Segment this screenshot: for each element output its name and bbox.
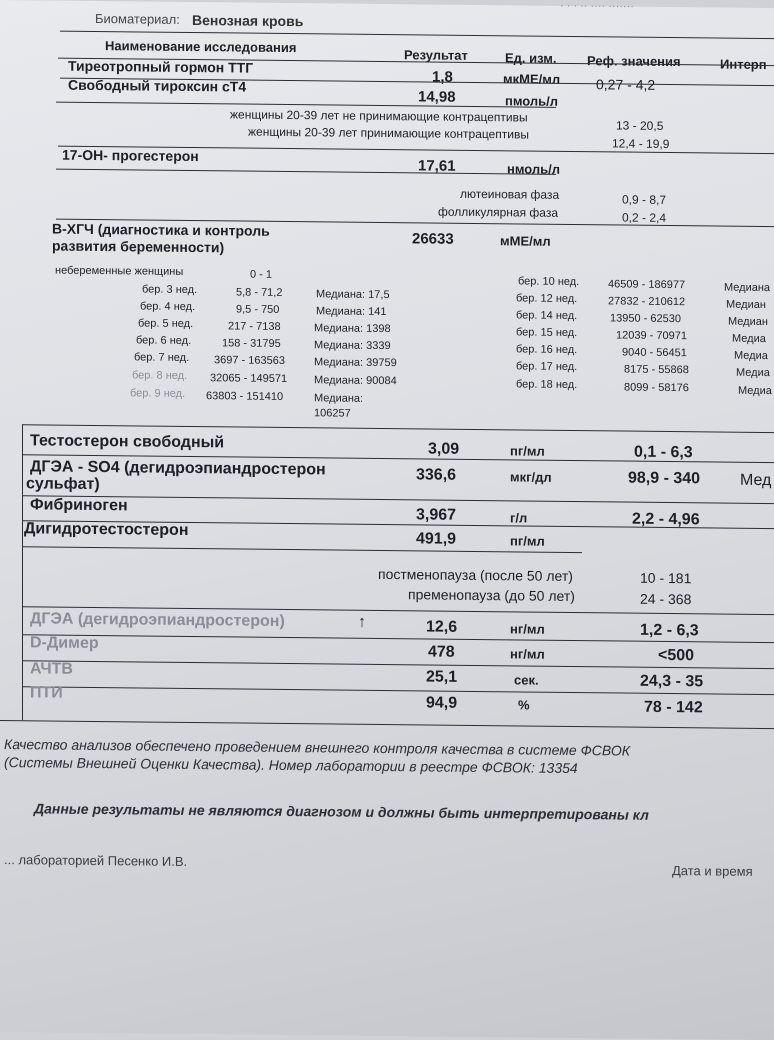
testo-result: 3,09 [428, 440, 460, 458]
tsh-unit: мкМЕ/мл [503, 71, 561, 87]
hcg-range: 3697 - 163563 [214, 354, 285, 367]
ohp-sub-label: фолликулярная фаза [438, 204, 559, 220]
dheas-unit: мкг/дл [510, 469, 552, 485]
hcg-median: Медиана: 141 [316, 305, 387, 319]
fib-ref: 2,2 - 4,96 [632, 510, 700, 529]
hcg-week: бер. 16 нед. [516, 343, 578, 357]
hcg-median: Медиан [728, 315, 768, 329]
hcg-name-cont: развития беременности) [52, 237, 225, 256]
quality-note-cont: (Системы Внешней Оценки Качества). Номер лаборатории в реестре ФСВОК: 13354 [4, 754, 578, 777]
fib-result: 3,967 [416, 506, 457, 524]
hcg-range: 63803 - 151410 [206, 390, 284, 403]
dht-name: Дигидротестостерон [24, 520, 189, 539]
row-rule [22, 546, 582, 553]
quality-note: Качество анализов обеспечено проведением внешнего контроля качества в системе ФСВОК [4, 736, 630, 759]
header-ref: Реф. значения [587, 53, 681, 70]
section-rule [22, 424, 774, 433]
ddimer-unit: нг/мл [510, 646, 545, 662]
header-unit: Ед. изм. [505, 50, 557, 66]
hcg-week: бер. 8 нед. [132, 369, 188, 382]
hcg-median-value: 106257 [314, 407, 351, 420]
hcg-week: бер. 3 нед. [142, 283, 198, 297]
dhea-result: 12,6 [426, 618, 458, 636]
hcg-median: Медиа [732, 332, 766, 346]
hcg-median: Медиана: 90084 [314, 374, 397, 388]
date-time-label: Дата и время [672, 863, 753, 879]
hcg-range: 9040 - 56451 [622, 346, 687, 360]
hcg-median: Медиан [726, 298, 766, 312]
hcg-range: 12039 - 70971 [616, 329, 687, 343]
dheas-name: ДГЭА - SO4 (дегидроэпиандростерон [30, 458, 326, 479]
hcg-median: Медиана [724, 281, 771, 295]
hcg-median: Медиа [736, 366, 770, 380]
hcg-median: Медиа [738, 384, 772, 398]
header-result: Результат [404, 47, 468, 63]
hcg-range: 9,5 - 750 [236, 303, 280, 316]
hcg-week: бер. 18 нед. [516, 378, 578, 392]
row-rule [22, 495, 774, 504]
header-interp: Интерп [720, 56, 767, 73]
cropped-top-text: · · · ·· ···· ······· [560, 0, 634, 13]
dht-unit: пг/мл [510, 533, 545, 549]
ft4-sub-ref: 13 - 20,5 [616, 118, 664, 133]
dht-result: 491,9 [416, 530, 457, 548]
testo-name: Тестостерон свободный [30, 432, 225, 452]
row-rule [56, 102, 556, 108]
aptt-result: 25,1 [426, 668, 458, 686]
dhea-unit: нг/мл [510, 621, 545, 637]
ddimer-result: 478 [428, 643, 455, 661]
dht-sub-ref: 24 - 368 [640, 590, 692, 608]
hcg-week: бер. 15 нед. [516, 326, 578, 340]
hcg-week: бер. 14 нед. [516, 309, 578, 323]
ft4-result: 14,98 [418, 88, 456, 106]
ohp-sub-ref: 0,2 - 2,4 [622, 210, 667, 225]
ddimer-ref: <500 [658, 646, 695, 665]
hcg-range: 217 - 7138 [228, 320, 281, 333]
dheas-ref: 98,9 - 340 [628, 469, 701, 488]
table-bottom-rule [0, 720, 774, 729]
signed-by: ... лабораторией Песенко И.В. [4, 852, 188, 869]
hcg-range: 5,8 - 71,2 [236, 286, 283, 299]
aptt-ref: 24,3 - 35 [640, 672, 704, 691]
hcg-median: Медиана: 39759 [314, 356, 397, 370]
dhea-ref: 1,2 - 6,3 [640, 621, 699, 640]
hcg-range: 32065 - 149571 [210, 372, 288, 386]
header-name: Наименование исследования [105, 38, 297, 56]
pti-ref: 78 - 142 [644, 698, 703, 717]
dheas-name-cont: сульфат) [26, 475, 100, 494]
hcg-week: бер. 9 нед. [130, 387, 186, 400]
hcg-median: Медиана: [314, 392, 364, 405]
fib-unit: г/л [510, 510, 528, 526]
ohp-result: 17,61 [418, 157, 456, 175]
row-rule [56, 169, 556, 175]
pti-name: ПТИ [30, 684, 63, 702]
dhea-name: ДГЭА (дегидроэпиандростерон) [30, 610, 285, 630]
ohp-unit: нмоль/л [507, 161, 561, 177]
hcg-week: бер. 10 нед. [518, 275, 580, 289]
hcg-result: 26633 [412, 230, 454, 248]
ft4-unit: пмоль/л [505, 93, 559, 109]
aptt-unit: сек. [514, 672, 539, 688]
hcg-week: бер. 7 нед. [134, 351, 190, 364]
aptt-name: АЧТВ [30, 660, 73, 678]
biomaterial-label: Биоматериал: [95, 10, 180, 27]
dht-sub-label: пременопауза (до 50 лет) [408, 586, 575, 605]
ohp-sub-ref: 0,9 - 8,7 [622, 192, 667, 207]
hcg-nonpreg-range: 0 - 1 [250, 268, 273, 281]
ft4-sub-label: женщины 20-39 лет не принимающие контрацептивы [230, 107, 528, 125]
hcg-range: 8175 - 55868 [624, 363, 689, 377]
biomaterial-value: Венозная кровь [192, 12, 304, 30]
pti-unit: % [518, 697, 530, 713]
dheas-result: 336,6 [416, 466, 457, 484]
hcg-median: Медиана: 1398 [314, 322, 391, 336]
hcg-unit: мМЕ/мл [500, 233, 551, 249]
hcg-week: бер. 5 нед. [138, 317, 194, 331]
dht-sub-label: постменопауза (после 50 лет) [378, 565, 573, 584]
hcg-week: бер. 17 нед. [516, 360, 578, 374]
pti-result: 94,9 [426, 694, 458, 712]
hcg-median: Медиана: 3339 [314, 339, 391, 353]
hcg-week: бер. 12 нед. [516, 292, 578, 306]
hcg-median: Медиа [734, 349, 768, 363]
testo-ref: 0,1 - 6,3 [634, 443, 693, 462]
hcg-name: В-ХГЧ (диагностика и контроль [52, 220, 270, 239]
disclaimer: Данные результаты не являются диагнозом и должны быть интерпретированы кл [34, 800, 649, 823]
hcg-range: 8099 - 58176 [624, 381, 689, 395]
ddimer-name: D-Димер [30, 634, 99, 653]
ft4-sub-label: женщины 20-39 лет принимающие контрацептивы [248, 124, 529, 142]
high-flag-arrow-icon: ↑ [358, 613, 366, 631]
ft4-name: Свободный тироксин сТ4 [68, 76, 247, 95]
hcg-week: бер. 6 нед. [136, 334, 192, 348]
hcg-range: 46509 - 186977 [608, 278, 686, 292]
dht-sub-ref: 10 - 181 [640, 569, 692, 587]
tsh-name: Тиреотропный гормон ТТГ [68, 57, 254, 76]
hcg-nonpreg-label: небеременные женщины [55, 264, 184, 278]
ohp-name: 17-ОН- прогестерон [62, 146, 199, 165]
ohp-sub-label: лютеиновая фаза [460, 186, 560, 202]
hcg-range: 13950 - 62530 [610, 312, 681, 326]
hcg-range: 27832 - 210612 [608, 295, 686, 309]
hcg-week: бер. 4 нед. [140, 300, 196, 314]
tsh-result: 1,8 [432, 68, 453, 86]
hcg-median: Медиана: 17,5 [316, 288, 390, 302]
fib-name: Фибриноген [30, 496, 128, 515]
tsh-ref: 0,27 - 4,2 [596, 76, 656, 93]
hcg-range: 158 - 31795 [222, 337, 281, 350]
testo-unit: пг/мл [510, 443, 545, 459]
dheas-interp: Мед [740, 471, 772, 490]
ft4-sub-ref: 12,4 - 19,9 [612, 136, 670, 152]
table-left-border [22, 424, 23, 720]
